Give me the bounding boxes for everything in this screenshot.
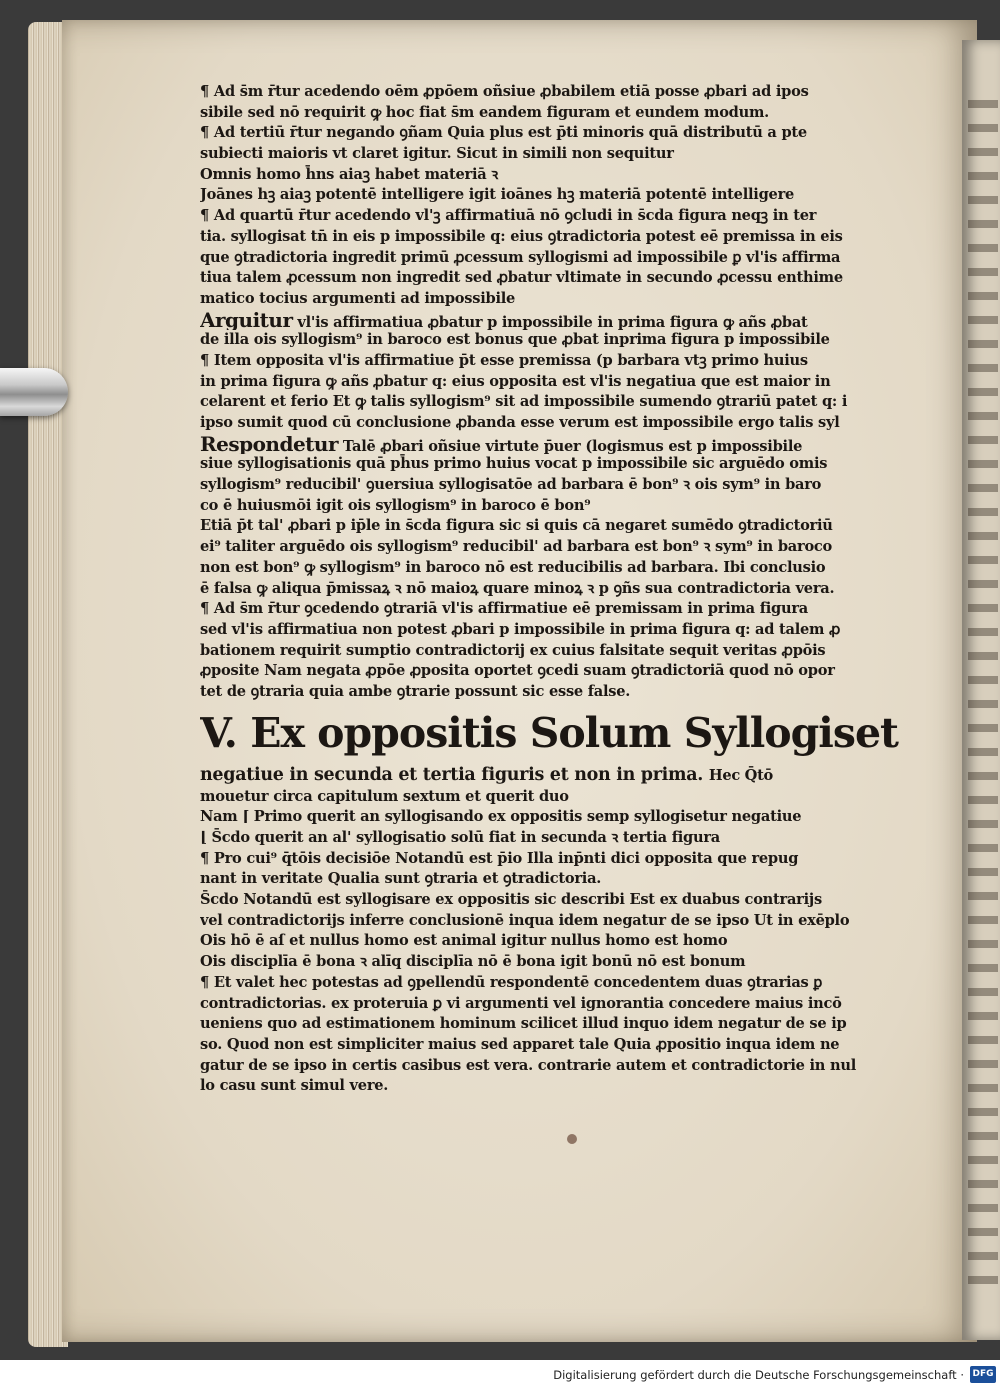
text-line: nant in veritate Qualia sunt ꝯtraria et ꝯtradictoria.	[200, 870, 602, 888]
arguitur-rest: vl'is affirmatiua ꝓbatur p impossibile in prima figura ꝙ añs ꝓbat	[297, 313, 808, 331]
text-line: ¶ Et valet hec potestas ad ꝯpellendū respondentē concedentem duas ꝯtrarias ꝑ	[200, 973, 823, 991]
text-line: in prima figura ꝙ añs ꝓbatur q: eius opposita est vl'is negatiua que est maior in	[200, 372, 831, 390]
paragraph-block-c	[200, 454, 920, 702]
text-line: ¶ Ad s̄m r̄tur acedendo oēm ꝓpōem oñsiue ꝓbabilem etiā posse ꝓbari ad ipos	[200, 83, 809, 100]
text-line: ¶ Pro cui⁹ q̄tōis decisiōe Notandū est p̄io Illa inp̄nti dici opposita que repug	[200, 849, 799, 867]
text-line: mouetur circa capitulum sextum et querit duo	[200, 787, 569, 805]
footer-credit: Digitalisierung gefördert durch die Deutsche Forschungsgemeinschaft ·	[553, 1368, 964, 1382]
text-line: matico tocius argumenti ad impossibile	[200, 289, 516, 307]
ink-spot	[567, 1134, 577, 1144]
text-line: bationem requirit sumptio contradictorij ex cuius falsitate sequit veritas ꝓpōis	[200, 641, 826, 659]
text-line: ipso sumit quod cū conclusione ꝓbanda esse verum est impossibile ergo talis syl	[200, 414, 840, 431]
text-line: Nam ⌈ Primo querit an syllogisando ex oppositis semp syllogisetur negatiue	[200, 808, 802, 826]
subheading-tail: Hec Q̄tō	[708, 766, 773, 784]
respondetur-line	[200, 434, 920, 455]
dfg-logo: DFG	[970, 1366, 996, 1383]
facing-page-text	[968, 100, 998, 1300]
text-line: Ois hō ē aſ et nullus homo est animal igitur nullus homo est homo	[200, 932, 728, 950]
text-line: ¶ Ad quartū r̄tur acedendo vl'ꝫ affirmatiuā nō ꝯcludi in s̄cda figura neqꝫ in ter	[200, 207, 817, 225]
arguitur-word: Arguitur	[200, 309, 293, 331]
text-line: ¶ Ad tertiū r̄tur negando ꝯñam Quia plus est p̄ti minoris quā distributū a pte	[200, 124, 807, 142]
text-line: co ē huiusmōi igit ois syllogism⁹ in baroco ē bon⁹	[200, 496, 591, 514]
text-line: de illa ois syllogism⁹ in baroco est bonus que ꝓbat inprima figura p impossibile	[200, 331, 830, 349]
text-line: ē falsa ꝙ aliqua p̄missaꝝ ꝛ nō maioꝝ quare minoꝝ ꝛ p ꝯñs sua contradictoria vera.	[200, 579, 835, 597]
text-line: que ꝯtradictoria ingredit primū ꝓcessum syllogismi ad impossibile ꝑ vl'is affirma	[200, 248, 841, 266]
facing-page-edge	[962, 40, 1000, 1340]
text-line: non est bon⁹ ꝙ syllogism⁹ in baroco nō est reducibilis ad barbara. Ibi conclusio	[200, 558, 826, 576]
text-line: Ois disciplīa ē bona ꝛ alīq disciplīa nō ē bona igit bonū nō est bonum	[200, 953, 746, 971]
text-line: ei⁹ taliter arguēdo ois syllogism⁹ reducibil' ad barbara est bon⁹ ꝛ sym⁹ in baroco	[200, 538, 833, 556]
text-line: siue syllogisationis quā ph̄us primo huius vocat p impossibile sic arguēdo omis	[200, 455, 828, 473]
text-line: sibile sed nō requirit ꝙ hoc fiat s̄m eandem figuram et eundem modum.	[200, 103, 770, 121]
text-line: syllogism⁹ reducibil' ꝯuersiua syllogisatōe ad barbara ē bon⁹ ꝛ ois sym⁹ in baro	[200, 476, 822, 494]
paragraph-block-a	[200, 82, 920, 310]
text-line: so. Quod non est simpliciter maius sed apparet tale Quia ꝓpositio inqua idem ne	[200, 1035, 840, 1053]
section-heading: V. Ex oppositis Solum Syllogiset	[200, 708, 898, 757]
footer-bar	[0, 1360, 1000, 1391]
respondetur-word: Respondetur	[200, 433, 338, 455]
text-block	[200, 82, 920, 1097]
respondetur-rest: Talē ꝓbari oñsiue virtute p̄uer (logismus est p impossibile	[342, 437, 803, 455]
text-line: sed vl'is affirmatiua non potest ꝓbari p impossibile in prima figura q: ad talem ꝓ	[200, 620, 841, 638]
text-line: gatur de se ipso in certis casibus est vera. contrarie autem et contradictorie in nul	[200, 1056, 857, 1074]
text-line: celarent et ferio Et ꝙ talis syllogism⁹ sit ad impossibile sumendo ꝯtrariū patet q: i	[200, 393, 848, 411]
text-line: tia. syllogisat tn̄ in eis p impossibile q: eius ꝯtradictoria potest eē premissa in eis	[200, 227, 843, 245]
text-line: lo casu sunt simul vere.	[200, 1077, 389, 1095]
text-line: Etiā p̄t tal' ꝓbari p ip̄le in s̄cda figura sic si quis cā negaret sumēdo ꝯtradictoriū	[200, 517, 833, 535]
text-line: contradictorias. ex proteruia ꝑ vi argumenti vel ignorantia concedere maius incō	[200, 994, 842, 1012]
paragraph-block-b	[200, 330, 920, 433]
text-line: Joānes hꝫ aiaꝫ potentē intelligere igit ioānes hꝫ materiā potentē intelligere	[200, 186, 795, 204]
text-line: subiecti maioris vt claret igitur. Sicut in simili non sequitur	[200, 145, 674, 163]
text-line: S̄cdo Notandū est syllogisare ex oppositis sic describi Est ex duabus contrarijs	[200, 891, 822, 909]
subheading-text: negatiue in secunda et tertia figuris et non in prima.	[200, 764, 704, 785]
arguitur-line	[200, 310, 920, 331]
page-clip	[0, 368, 68, 416]
text-line: ¶ Item opposita vl'is affirmatiue p̄t esse premissa (p barbara vtꝫ primo huius	[200, 351, 808, 369]
text-line: tiua talem ꝓcessum non ingredit sed ꝓbatur vltimate in secundo ꝓcessu enthime	[200, 269, 843, 287]
section-subheading	[200, 763, 920, 787]
text-line: vel contradictorijs inferre conclusionē inqua idem negatur de se ipso Ut in exēplo	[200, 911, 850, 929]
text-line: ꝓposite Nam negata ꝓpōe ꝓposita oportet ꝯcedi suam ꝯtradictoriā quod nō opor	[200, 662, 835, 680]
text-line: tet de ꝯtraria quia ambe ꝯtrarie possunt sic esse false.	[200, 682, 631, 700]
paragraph-block-d	[200, 787, 920, 1097]
text-line: ⌊ S̄cdo querit an al' syllogisatio solū fiat in secunda ꝛ tertia figura	[200, 829, 721, 846]
text-line: ueniens quo ad estimationem hominum scilicet illud inquo idem negatur de se ip	[200, 1015, 847, 1033]
text-line: Omnis homo h̄ns aiaꝫ habet materiā ꝛ	[200, 165, 498, 183]
text-line: ¶ Ad s̄m r̄tur ꝯcedendo ꝯtrariā vl'is affirmatiue eē premissam in prima figura	[200, 600, 808, 618]
